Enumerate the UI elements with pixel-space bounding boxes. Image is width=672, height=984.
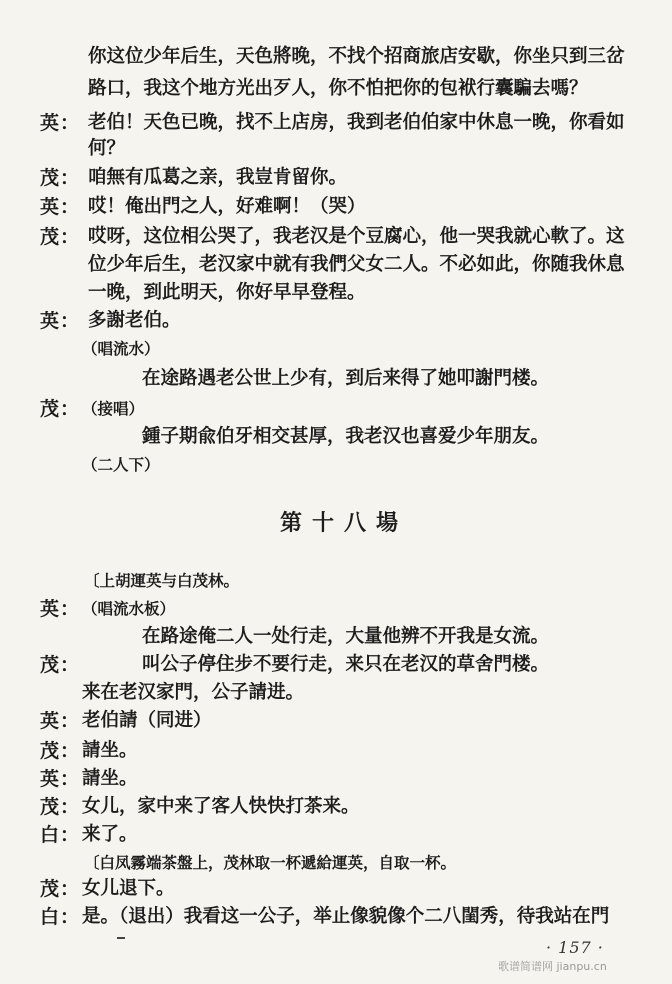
speaker-label: 茂： <box>40 167 81 189</box>
line-text: 你这位少年后生，天色將晚，不找个招商旅店安歇，你坐只到三岔 <box>88 46 625 67</box>
line-text: 女儿退下。 <box>82 878 175 899</box>
line-text: 在路途俺二人一处行走，大量他辨不开我是女流。 <box>142 626 550 647</box>
line-text: 来了。 <box>82 824 138 845</box>
speaker-label: 英： <box>40 598 81 620</box>
line-text: 位少年后生，老汉家中就有我們父女二人。不必如此，你随我休息 <box>88 254 625 275</box>
line-text: 哎呀，这位相公哭了，我老汉是个豆腐心，他一哭我就心軟了。这 <box>88 226 625 247</box>
page-number: · 157 · <box>546 938 604 957</box>
speaker-label: 英： <box>40 710 81 732</box>
line-text: 在途路遇老公世上少有，到后来得了她叩謝門楼。 <box>142 368 550 389</box>
site-watermark: 歌谱简谱网 jianpu.cn <box>498 960 607 973</box>
line-text: 一晚，到此明天，你好早早登程。 <box>88 282 366 303</box>
line-text: 請坐。 <box>82 740 138 761</box>
line-text: （唱流水） <box>82 339 160 358</box>
speaker-label: 茂： <box>40 878 81 900</box>
line-text: （唱流水板） <box>82 599 176 618</box>
print-speck <box>117 937 125 939</box>
line-text: 路口，我这个地方光出歹人，你不怕把你的包袱行囊騙去嗎？ <box>88 78 588 99</box>
speaker-label: 茂： <box>40 226 81 248</box>
line-text: 哎！俺出門之人，好难啊！（哭） <box>88 196 366 217</box>
line-text: 〔白凤霧端茶盤上，茂林取一杯遞給運英，自取一杯。 <box>84 853 457 872</box>
line-text: （二人下） <box>82 455 160 474</box>
line-text: 何？ <box>88 138 126 159</box>
line-text: 老伯請（同进） <box>82 710 212 731</box>
line-text: 請坐。 <box>82 768 138 789</box>
speaker-label: 英： <box>40 768 81 790</box>
speaker-label: 茂： <box>40 398 81 420</box>
line-text: 咱無有瓜葛之亲，我豈肯留你。 <box>88 167 348 188</box>
line-text: 女儿，家中来了客人快快打茶来。 <box>82 796 360 817</box>
line-text: 〔上胡運英与白茂林。 <box>84 571 240 590</box>
line-text: 叫公子停住步不要行走，来只在老汉的草舍門楼。 <box>142 654 550 675</box>
speaker-label: 茂： <box>40 654 81 676</box>
speaker-label: 茂： <box>40 796 81 818</box>
line-text: 来在老汉家門，公子請进。 <box>82 682 305 703</box>
speaker-label: 白： <box>40 906 81 928</box>
speaker-label: 英： <box>40 310 81 332</box>
speaker-label: 英： <box>40 112 81 134</box>
line-text: （接唱） <box>82 399 145 418</box>
line-text: 鍾子期兪伯牙相交甚厚，我老汉也喜爱少年朋友。 <box>142 426 550 447</box>
speaker-label: 茂： <box>40 740 81 762</box>
line-text: 多謝老伯。 <box>88 310 181 331</box>
line-text: 是。（退出）我看这一公子，举止像貌像个二八閨秀，待我站在門 <box>82 906 610 927</box>
line-text: 老伯！天色已晚，找不上店房，我到老伯伯家中休息一晚，你看如 <box>88 112 625 133</box>
scene-title: 第十八場 <box>279 510 408 536</box>
speaker-label: 白： <box>40 824 81 846</box>
speaker-label: 英： <box>40 196 81 218</box>
